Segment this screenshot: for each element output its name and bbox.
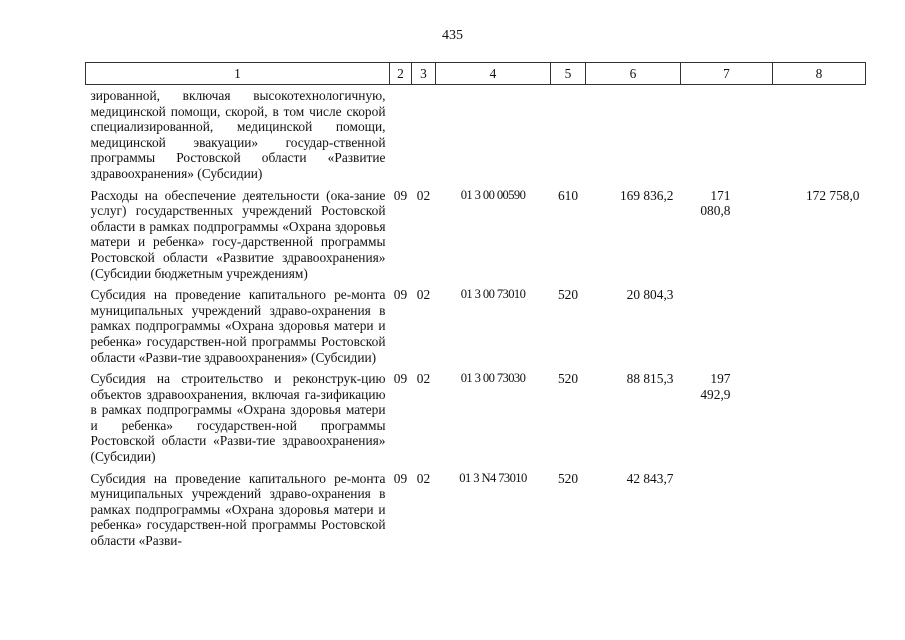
row-description: Расходы на обеспечение деятельности (ока-зание услуг) государственных учреждений Ростовской области в рамках подпрограммы «Охрана здоровья матери и ребенка» госу-дарственной программы Ростовской области «Развитие здравоохранения» (Субсидии бюджетным учреждениям) (90, 187, 386, 281)
row-subsection: 02 (416, 287, 431, 303)
row-section: 09 (393, 371, 408, 387)
row-amount-col7 (681, 465, 773, 549)
row-target-code: 01 3 00 73010 (460, 287, 526, 302)
row-amount-col6: 20 804,3 (626, 287, 674, 303)
table-row (86, 465, 866, 549)
row-amount-col7: 171 080,8 (700, 187, 731, 219)
row-description: Субсидия на проведение капитального ре-монта муниципальных учреждений здраво-охранения в рамках подпрограммы «Охрана здоровья матери и ребенка» государствен-ной программы Ростовской области «Разви-тие здравоохранения» (Субсидии) (90, 287, 386, 365)
continuation-row (86, 85, 866, 182)
column-header-1: 1 (86, 63, 390, 85)
column-header-4: 4 (436, 63, 551, 85)
row-amount-col6: 88 815,3 (626, 371, 674, 387)
row-expense-type: 610 (557, 187, 579, 203)
row-subsection: 02 (416, 470, 431, 486)
row-amount-col8 (773, 281, 866, 365)
column-header-2: 2 (390, 63, 412, 85)
column-header-5: 5 (551, 63, 586, 85)
column-header-6: 6 (586, 63, 681, 85)
row-expense-type: 520 (557, 470, 579, 486)
row-amount-col8 (773, 465, 866, 549)
table-row (86, 182, 866, 282)
column-header-8: 8 (773, 63, 866, 85)
budget-table (85, 62, 866, 549)
row-amount-col8 (773, 365, 866, 465)
row-target-code: 01 3 N4 73010 (459, 470, 527, 485)
row-target-code: 01 3 00 00590 (460, 187, 526, 202)
row-target-code: 01 3 00 73030 (460, 371, 526, 386)
continuation-description: зированной, включая высокотехнологичную, медицинской помощи, скорой, в том числе скорой специализированной, медицинской помощи, медицинской эвакуации» государ-ственной программы Ростовской области «Развитие здравоохранения» (Субсидии) (90, 88, 386, 181)
row-section: 09 (393, 287, 408, 303)
row-amount-col6: 169 836,2 (619, 187, 674, 203)
row-subsection: 02 (416, 371, 431, 387)
row-amount-col6: 42 843,7 (626, 470, 674, 486)
row-description: Субсидия на проведение капитального ре-монта муниципальных учреждений здраво-охранения в рамках подпрограммы «Охрана здоровья матери и ребенка» государствен-ной программы Ростовской области «Разви- (90, 470, 386, 549)
table-row (86, 281, 866, 365)
column-header-3: 3 (412, 63, 436, 85)
column-header-7: 7 (681, 63, 773, 85)
page-number: 435 (442, 28, 463, 43)
row-expense-type: 520 (557, 287, 579, 303)
row-subsection: 02 (416, 187, 431, 203)
row-description: Субсидия на строительство и реконструк-цию объектов здравоохранения, включая га-зификацию в рамках подпрограммы «Охрана здоровья матери и ребенка» государствен-ной программы Ростовской области «Разви-тие здравоохранения» (Субсидии) (90, 371, 386, 465)
row-section: 09 (393, 470, 408, 486)
row-section: 09 (393, 187, 408, 203)
row-amount-col7 (681, 281, 773, 365)
row-amount-col8: 172 758,0 (805, 187, 860, 203)
row-expense-type: 520 (557, 371, 579, 387)
row-amount-col7: 197 492,9 (700, 371, 731, 402)
header-row (86, 63, 866, 85)
table-row (86, 365, 866, 465)
